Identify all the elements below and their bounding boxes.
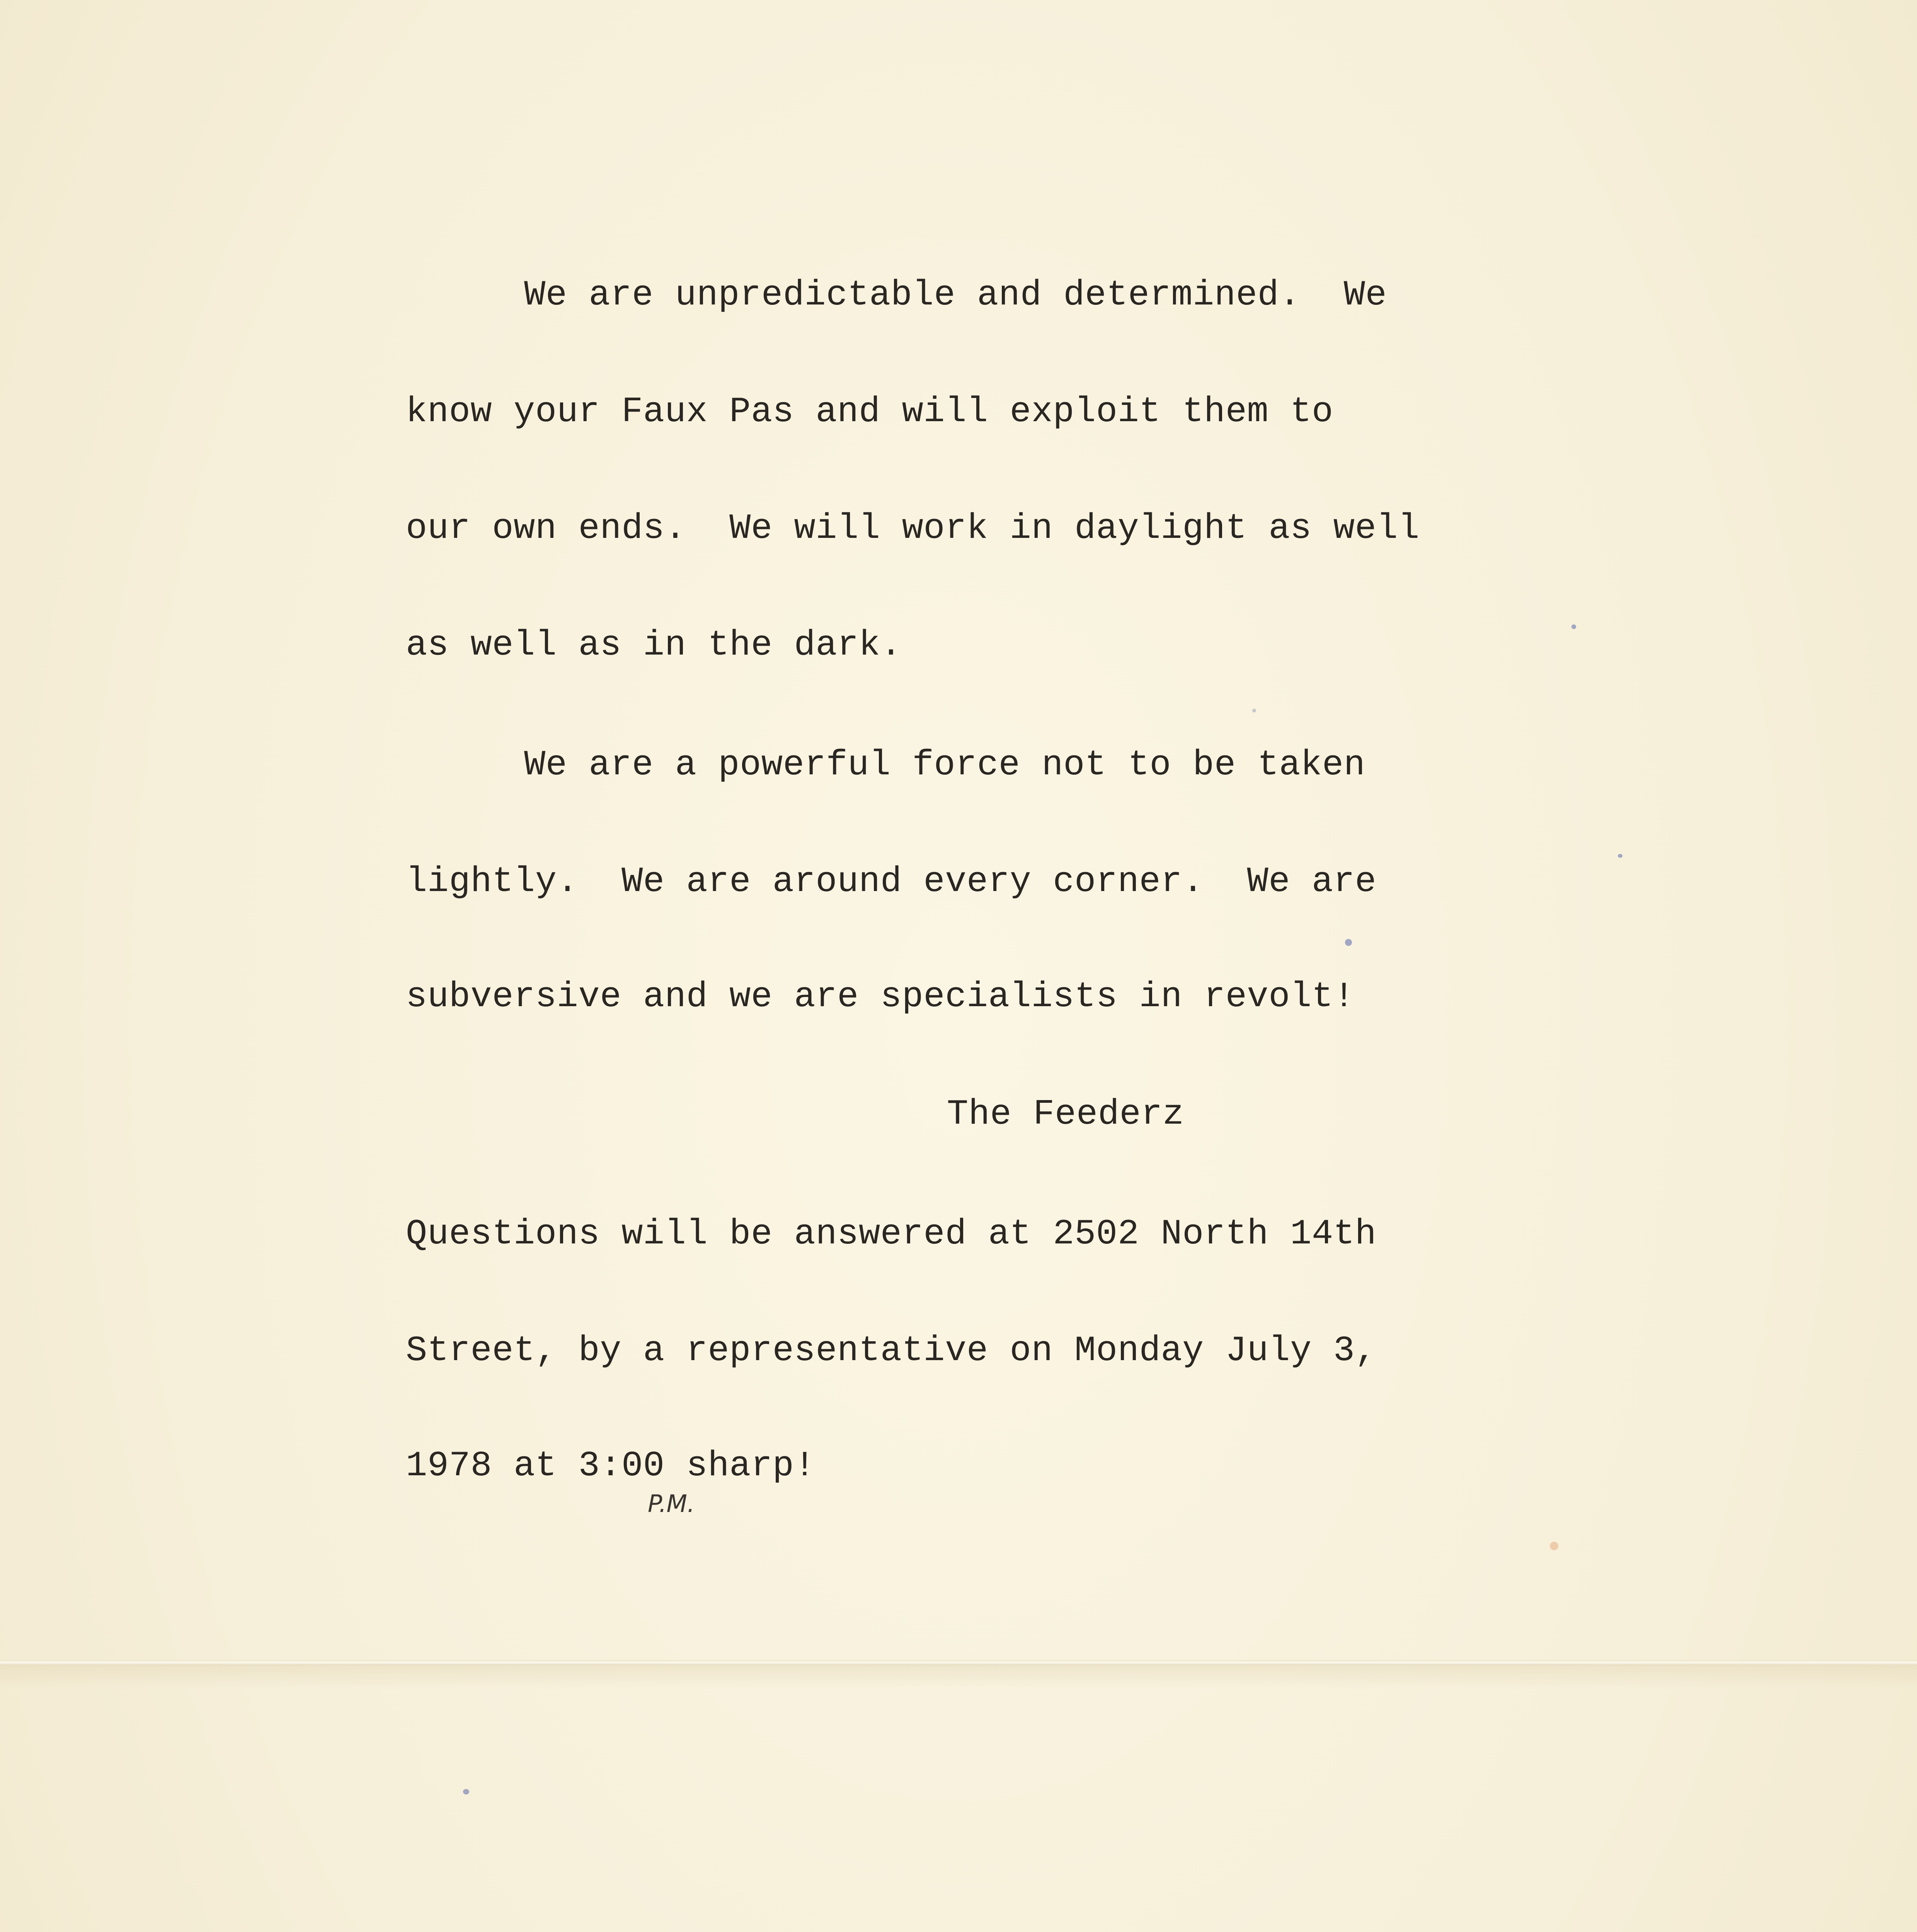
signature: The Feederz — [947, 1094, 1184, 1134]
ink-speck — [1252, 709, 1256, 713]
postscript-line-3: 1978 at 3:00 sharp! — [406, 1446, 816, 1486]
paragraph-1-line-4: as well as in the dark. — [406, 625, 902, 665]
ink-speck — [1571, 624, 1576, 629]
paper-fold-shadow — [0, 1665, 1917, 1689]
ink-speck — [1618, 854, 1622, 858]
paper-fold-crease — [0, 1660, 1917, 1665]
ink-speck — [1345, 939, 1352, 946]
postscript-line-2: Street, by a representative on Monday July 3, — [406, 1330, 1377, 1371]
paragraph-1-line-3: our own ends. We will work in daylight as well — [406, 508, 1420, 549]
paragraph-2-line-1: We are a powerful force not to be taken — [524, 745, 1365, 785]
paragraph-2-line-3: subversive and we are specialists in revolt! — [406, 976, 1355, 1017]
stain-speck — [1550, 1542, 1558, 1550]
ink-speck — [463, 1789, 469, 1794]
paragraph-1-line-2: know your Faux Pas and will exploit them to — [406, 391, 1333, 432]
paragraph-1-line-1: We are unpredictable and determined. We — [524, 275, 1387, 315]
handwritten-annotation: P.M. — [648, 1490, 695, 1518]
postscript-line-1: Questions will be answered at 2502 North 14th — [406, 1214, 1377, 1254]
paragraph-2-line-2: lightly. We are around every corner. We are — [406, 861, 1377, 902]
